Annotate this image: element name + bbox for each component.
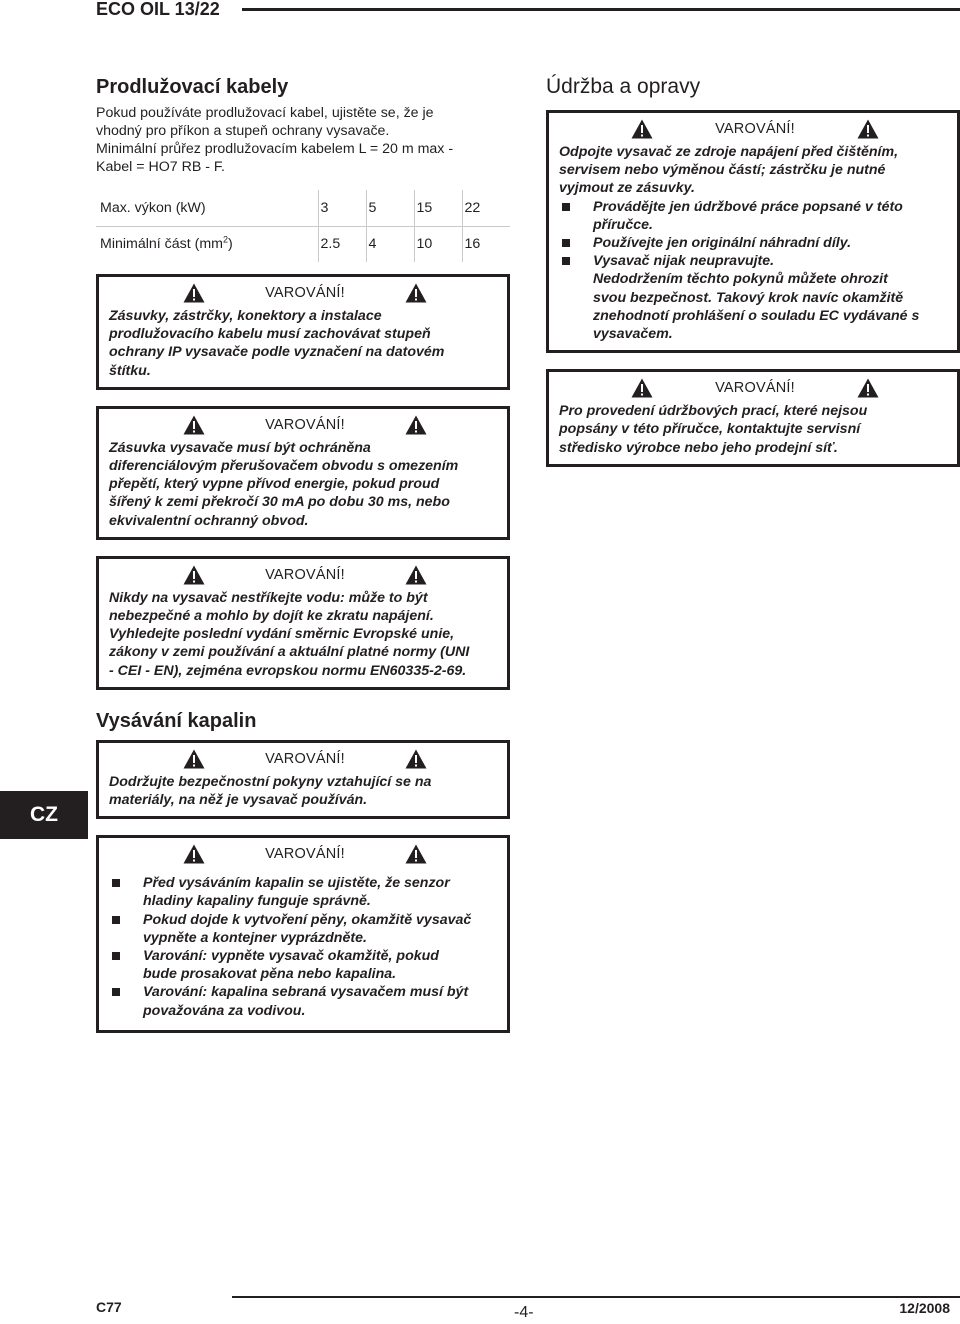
list-item bbox=[559, 252, 947, 270]
list-item bbox=[109, 947, 497, 983]
warning-text bbox=[109, 589, 497, 680]
footer-rule bbox=[232, 1296, 960, 1298]
warning-box-water-spray bbox=[96, 556, 510, 690]
warning-line: materiály, na něž je vysavač používán. bbox=[109, 792, 368, 809]
warning-header bbox=[183, 747, 427, 771]
warning-triangle-icon bbox=[405, 565, 427, 585]
warning-line: Nikdy na vysavač nestříkejte vodu: může to být bbox=[109, 589, 428, 606]
warning-triangle-icon bbox=[405, 283, 427, 303]
warning-text bbox=[109, 307, 497, 380]
maintenance-heading: Údržba a opravy bbox=[546, 75, 701, 98]
warning-header bbox=[183, 563, 427, 587]
list-item bbox=[559, 234, 947, 252]
list-item-line: vypněte a kontejner vyprázdněte. bbox=[143, 929, 367, 946]
list-item bbox=[109, 983, 497, 1019]
warning-box-circuit-breaker bbox=[96, 406, 510, 540]
label-text-end: ) bbox=[228, 236, 233, 253]
warning-continuation bbox=[559, 270, 947, 343]
warning-line: šířený k zemi překročí 30 mA po dobu 30 ms, nebo bbox=[109, 494, 450, 511]
table-cell-label: Max. výkon (kW) bbox=[96, 190, 318, 226]
footer-date: 12/2008 bbox=[899, 1300, 950, 1316]
warning-title: VAROVÁNÍ! bbox=[715, 380, 795, 397]
warning-line: ochrany IP vysavače podle vyznačení na datovém bbox=[109, 344, 445, 361]
warning-header bbox=[631, 117, 879, 141]
list-item bbox=[109, 874, 497, 910]
label-text: Minimální část (mm bbox=[100, 236, 223, 253]
list-item-line: Vysavač nijak neupravujte. bbox=[593, 253, 775, 270]
intro-line: Kabel = HO7 RB - F. bbox=[96, 159, 225, 175]
warning-triangle-icon bbox=[183, 415, 205, 435]
warning-line: zákony v zemi používání a aktuální platné normy (UNI bbox=[109, 644, 470, 661]
warning-title: VAROVÁNÍ! bbox=[715, 121, 795, 137]
warning-header bbox=[183, 413, 427, 437]
warning-title: VAROVÁNÍ! bbox=[265, 285, 345, 301]
warning-text bbox=[109, 773, 497, 809]
table-cell: 22 bbox=[462, 190, 510, 226]
list-item-line: Před vysáváním kapalin se ujistěte, že senzor bbox=[143, 875, 450, 892]
warning-bullet-list bbox=[559, 198, 947, 271]
list-item-line: považována za vodivou. bbox=[143, 1002, 306, 1019]
warning-title: VAROVÁNÍ! bbox=[265, 846, 345, 863]
table-row bbox=[96, 226, 510, 262]
intro-line: vhodný pro příkon a stupeň ochrany vysavače. bbox=[96, 123, 390, 139]
warning-header bbox=[631, 376, 879, 400]
table-cell: 2.5 bbox=[318, 226, 366, 262]
warning-line: svou bezpečnost. Takový krok navíc okamžitě bbox=[593, 289, 904, 306]
warning-line: Zásuvka vysavače musí být ochráněna bbox=[109, 439, 371, 456]
warning-title: VAROVÁNÍ! bbox=[265, 416, 345, 433]
page-number: -4- bbox=[514, 1304, 534, 1321]
warning-box-liquid-vacuuming bbox=[96, 835, 510, 1033]
warning-line: prodlužovacího kabelu musí zachovávat stupeň bbox=[109, 326, 431, 343]
warning-triangle-icon bbox=[631, 378, 653, 398]
list-item-line: Varování: vypněte vysavač okamžitě, pokud bbox=[143, 948, 439, 965]
warning-line: vyjmout ze zásuvky. bbox=[559, 180, 695, 197]
warning-triangle-icon bbox=[857, 119, 879, 139]
warning-line: diferenciálovým přerušovačem obvodu s omezením bbox=[109, 458, 459, 475]
warning-line: štítku. bbox=[109, 362, 151, 379]
warning-line: popsány v této příručce, kontaktujte servisní bbox=[559, 421, 861, 438]
list-item-line: Varování: kapalina sebraná vysavačem musí být bbox=[143, 984, 469, 1001]
page-header bbox=[0, 0, 960, 22]
left-column bbox=[96, 74, 510, 1049]
warning-line: nebezpečné a mohlo by dojít ke zkratu napájení. bbox=[109, 608, 434, 625]
table-cell: 5 bbox=[366, 190, 414, 226]
list-item-line: Používejte jen originální náhradní díly. bbox=[593, 235, 852, 252]
list-item bbox=[559, 198, 947, 234]
table-cell: 15 bbox=[414, 190, 462, 226]
warning-line: Vyhledejte poslední vydání směrnic Evropské unie, bbox=[109, 626, 455, 643]
warning-line: Odpojte vysavač ze zdroje napájení před čištěním, bbox=[559, 144, 899, 160]
label-superscript: 2 bbox=[222, 234, 228, 245]
list-item-line: příručce. bbox=[593, 216, 653, 233]
warning-triangle-icon bbox=[405, 844, 427, 864]
warning-line: Dodržujte bezpečnostní pokyny vztahující se na bbox=[109, 773, 432, 790]
warning-line: Pro provedení údržbových prací, které nejsou bbox=[559, 403, 868, 420]
list-item-line: Provádějte jen údržbové práce popsané v této bbox=[593, 198, 903, 215]
list-item-line: hladiny kapaliny funguje správně. bbox=[143, 893, 371, 910]
warning-title: VAROVÁNÍ! bbox=[265, 566, 345, 583]
warning-line: středisko výrobce nebo jeho prodejní síť. bbox=[559, 439, 838, 456]
warning-triangle-icon bbox=[857, 378, 879, 398]
warning-line: znehodnotí prohlášení o souladu EC vydávané s bbox=[593, 307, 920, 324]
language-tab: CZ bbox=[0, 791, 88, 839]
warning-header bbox=[183, 842, 427, 866]
warning-box-maintenance bbox=[546, 110, 960, 353]
header-rule bbox=[242, 8, 960, 11]
warning-header bbox=[183, 281, 427, 305]
warning-triangle-icon bbox=[183, 565, 205, 585]
warning-box-safety-instructions bbox=[96, 740, 510, 819]
intro-line: Pokud používáte prodlužovací kabel, ujistěte se, že je bbox=[96, 105, 434, 121]
warning-line: přepětí, který vypne přívod energie, pokud proud bbox=[109, 476, 440, 493]
right-column bbox=[546, 74, 960, 483]
intro-line: Minimální průřez prodlužovacím kabelem L = 20 m max - bbox=[96, 141, 454, 157]
warning-line: servisem nebo výměnou částí; zástrčku je nutné bbox=[559, 162, 886, 179]
warning-line: Zásuvky, zástrčky, konektory a instalace bbox=[109, 308, 382, 324]
table-cell-label bbox=[96, 226, 318, 262]
warning-triangle-icon bbox=[183, 749, 205, 769]
warning-line: ekvivalentní ochranný obvod. bbox=[109, 512, 309, 529]
footer-model: C77 bbox=[96, 1299, 122, 1315]
extension-cables-intro bbox=[96, 104, 510, 176]
warning-triangle-icon bbox=[631, 119, 653, 139]
warning-triangle-icon bbox=[405, 749, 427, 769]
warning-box-service-center bbox=[546, 369, 960, 467]
page-footer bbox=[0, 1296, 960, 1324]
warning-text bbox=[109, 439, 497, 530]
table-cell: 4 bbox=[366, 226, 414, 262]
list-item-line: Pokud dojde k vytvoření pěny, okamžitě vysavač bbox=[143, 911, 472, 928]
warning-triangle-icon bbox=[183, 283, 205, 303]
warning-triangle-icon bbox=[405, 415, 427, 435]
warning-text bbox=[559, 143, 947, 198]
warning-bullet-list bbox=[109, 874, 497, 1020]
table-row bbox=[96, 190, 510, 226]
liquid-vacuuming-heading: Vysávání kapalin bbox=[96, 709, 257, 732]
table-cell: 10 bbox=[414, 226, 462, 262]
warning-box-ip-protection bbox=[96, 274, 510, 390]
warning-line: - CEI - EN), zejména evropskou normu EN60335-2-69. bbox=[109, 662, 467, 679]
warning-line: vysavačem. bbox=[593, 326, 673, 343]
cable-spec-table bbox=[96, 190, 510, 262]
warning-text bbox=[559, 402, 947, 457]
list-item bbox=[109, 911, 497, 947]
warning-triangle-icon bbox=[183, 844, 205, 864]
document-title: ECO OIL 13/22 bbox=[96, 0, 220, 19]
list-item-line: bude prosakovat pěna nebo kapalina. bbox=[143, 966, 397, 983]
extension-cables-heading: Prodlužovací kabely bbox=[96, 76, 289, 98]
table-cell: 3 bbox=[318, 190, 366, 226]
warning-line: Nedodržením těchto pokynů můžete ohrozit bbox=[593, 271, 888, 288]
table-cell: 16 bbox=[462, 226, 510, 262]
warning-title: VAROVÁNÍ! bbox=[265, 750, 345, 767]
